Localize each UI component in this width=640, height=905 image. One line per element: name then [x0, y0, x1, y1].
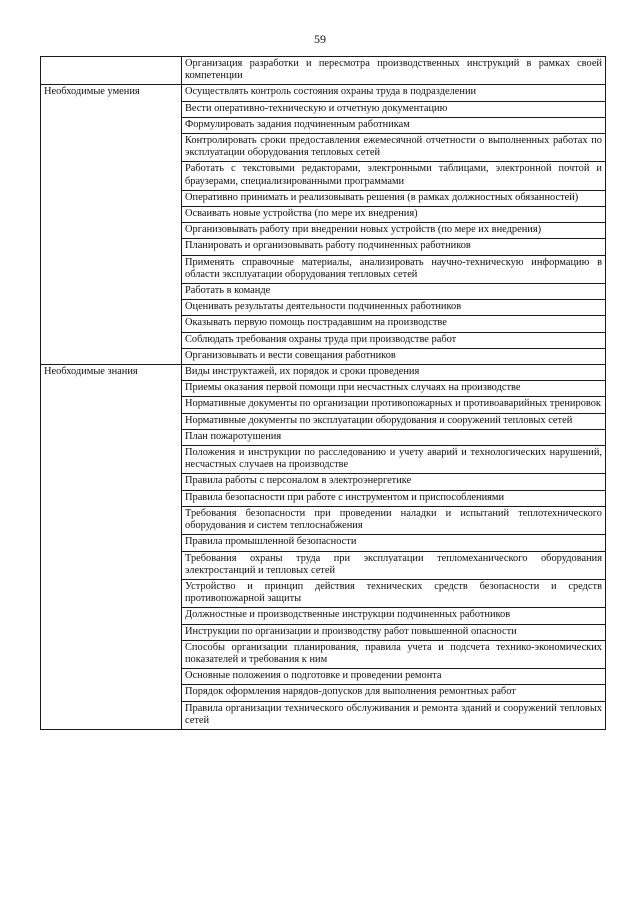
requirement-item: Оперативно принимать и реализовывать решения (в рамках должностных обязанностей): [182, 190, 606, 206]
requirement-item: Устройство и принцип действия технических средств безопасности и средств противопожарной защиты: [182, 579, 606, 607]
page-number: 59: [314, 32, 326, 46]
section-label: Необходимые знания: [41, 365, 182, 730]
requirement-item: Работать с текстовыми редакторами, электронными таблицами, электронной почтой и браузерами, специализированными программами: [182, 162, 606, 190]
requirement-item: Оценивать результаты деятельности подчиненных работников: [182, 300, 606, 316]
requirement-item: Осваивать новые устройства (по мере их внедрения): [182, 207, 606, 223]
requirement-item: Способы организации планирования, правила учета и подсчета технико-экономических показателей и требования к ним: [182, 640, 606, 668]
requirement-item: Порядок оформления нарядов-допусков для выполнения ремонтных работ: [182, 685, 606, 701]
requirement-item: Оказывать первую помощь пострадавшим на производстве: [182, 316, 606, 332]
requirement-item: Положения и инструкции по расследованию и учету аварий и технологических нарушений, несчастных случаев на производстве: [182, 446, 606, 474]
requirement-item: Правила промышленной безопасности: [182, 535, 606, 551]
requirement-item: Соблюдать требования охраны труда при производстве работ: [182, 332, 606, 348]
requirement-item: Организация разработки и пересмотра производственных инструкций в рамках своей компетенции: [182, 57, 606, 85]
requirement-item: Должностные и производственные инструкции подчиненных работников: [182, 608, 606, 624]
requirement-item: Нормативные документы по организации противопожарных и противоаварийных тренировок: [182, 397, 606, 413]
requirement-item: Контролировать сроки предоставления ежемесячной отчетности о выполненных работах по эксплуатации оборудования тепловых сетей: [182, 134, 606, 162]
requirement-item: Планировать и организовывать работу подчиненных работников: [182, 239, 606, 255]
requirement-item: Приемы оказания первой помощи при несчастных случаях на производстве: [182, 381, 606, 397]
requirement-item: Правила работы с персоналом в электроэнергетике: [182, 474, 606, 490]
requirement-item: Правила безопасности при работе с инструментом и приспособлениями: [182, 490, 606, 506]
section-label: Необходимые умения: [41, 85, 182, 365]
requirement-item: Основные положения о подготовке и проведении ремонта: [182, 669, 606, 685]
requirement-item: Вести оперативно-техническую и отчетную документацию: [182, 101, 606, 117]
requirement-item: Организовывать работу при внедрении новых устройств (по мере их внедрения): [182, 223, 606, 239]
requirements-table-body: [41, 57, 606, 730]
requirement-item: Формулировать задания подчиненным работникам: [182, 117, 606, 133]
requirement-item: Нормативные документы по эксплуатации оборудования и сооружений тепловых сетей: [182, 413, 606, 429]
requirements-table: [40, 56, 606, 730]
table-row: [41, 85, 606, 101]
requirement-item: Применять справочные материалы, анализировать научно-техническую информацию в области эксплуатации оборудования тепловых сетей: [182, 255, 606, 283]
requirement-item: Требования безопасности при проведении наладки и испытаний теплотехнического оборудования и систем теплоснабжения: [182, 506, 606, 534]
table-row: [41, 365, 606, 381]
requirement-item: Требования охраны труда при эксплуатации тепломеханического оборудования электростанций и тепловых сетей: [182, 551, 606, 579]
requirement-item: Инструкции по организации и производству работ повышенной опасности: [182, 624, 606, 640]
requirement-item: План пожаротушения: [182, 429, 606, 445]
requirement-item: Виды инструктажей, их порядок и сроки проведения: [182, 365, 606, 381]
table-row: [41, 57, 606, 85]
requirement-item: Работать в команде: [182, 284, 606, 300]
requirement-item: Осуществлять контроль состояния охраны труда в подразделении: [182, 85, 606, 101]
requirement-item: Организовывать и вести совещания работников: [182, 348, 606, 364]
section-label: [41, 57, 182, 85]
requirement-item: Правила организации технического обслуживания и ремонта зданий и сооружений тепловых сетей: [182, 701, 606, 729]
